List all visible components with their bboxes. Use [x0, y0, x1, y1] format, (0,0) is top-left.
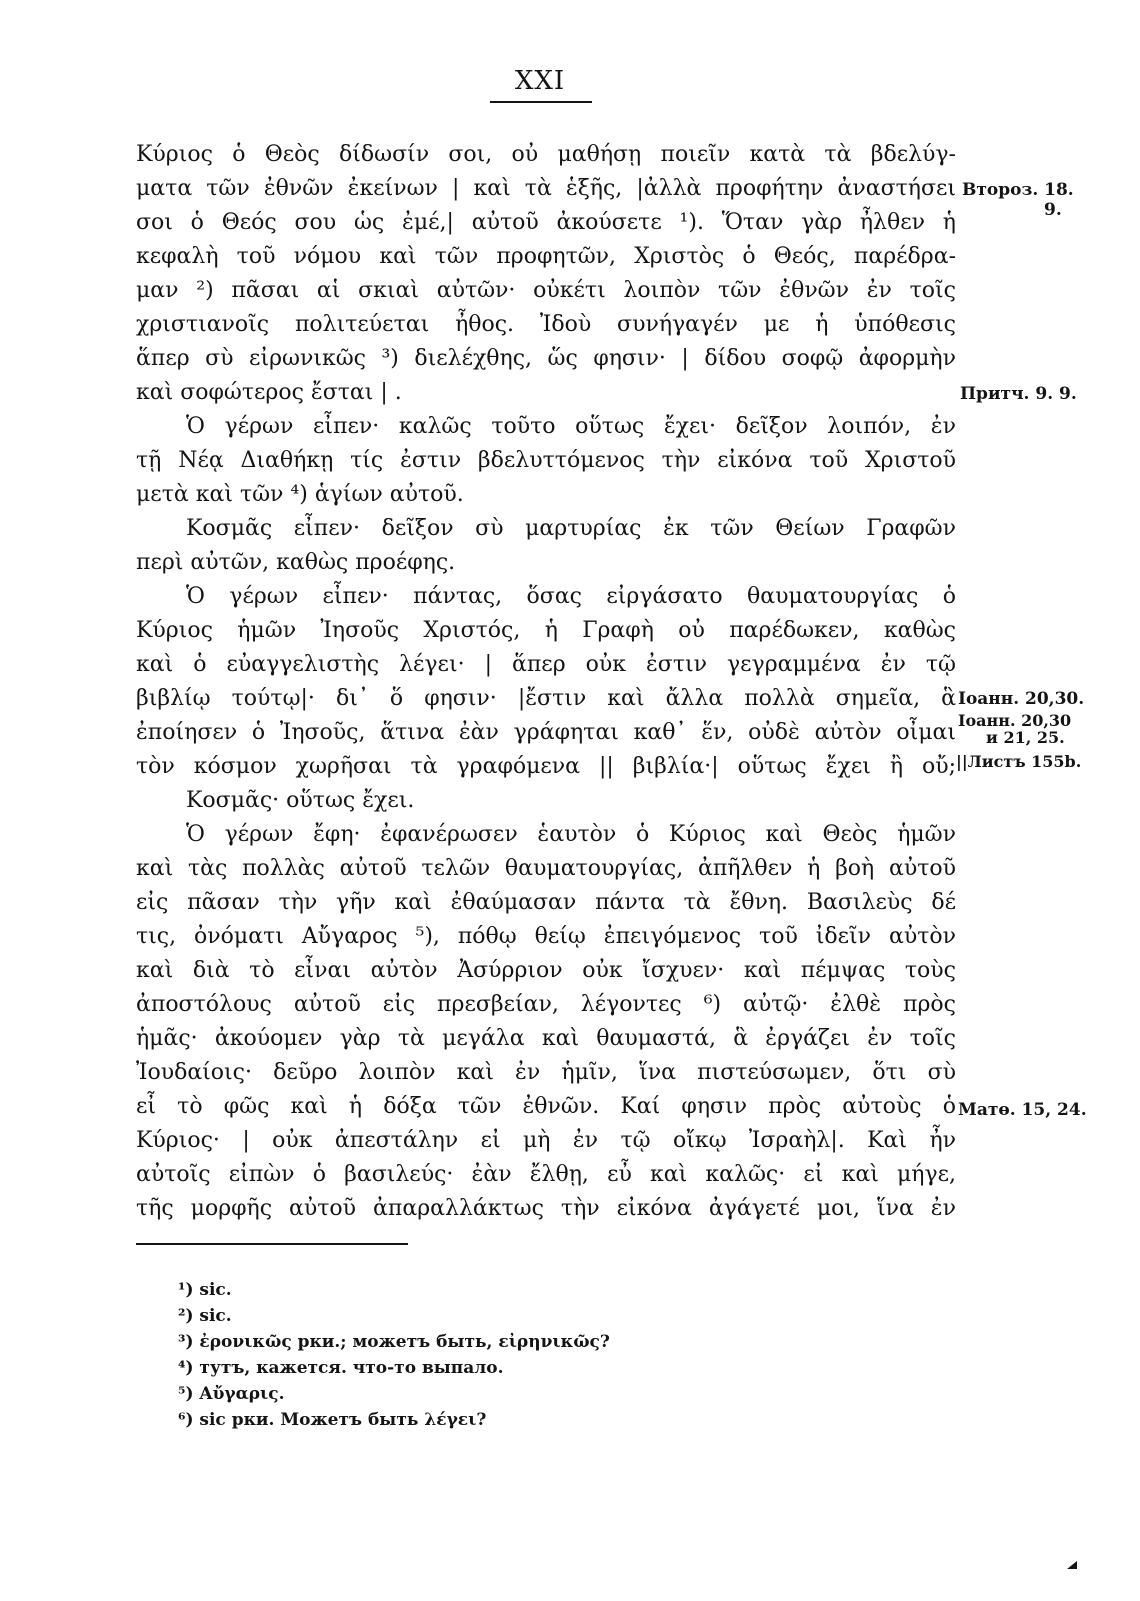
- margin-note: ||Листъ 155b.: [956, 752, 1082, 771]
- text-line: Κύριος ὁ Θεὸς δίδωσίν σοι, οὐ μαθήσῃ ποιεῖν κατὰ τὰ βδελύγ-: [136, 142, 956, 167]
- text-line: μετὰ καὶ τῶν ⁴) ἁγίων αὐτοῦ.: [136, 482, 464, 507]
- text-line: ἀποστόλους αὐτοῦ εἰς πρεσβείαν, λέγοντες ⁶) αὐτῷ· ἐλθὲ πρὸς: [136, 992, 956, 1017]
- text-line: ἐποίησεν ὁ Ἰησοῦς, ἅτινα ἐὰν γράφηται καθ᾽ ἕν, οὐδὲ αὐτὸν οἶμαι: [136, 720, 956, 745]
- text-line: ἡμᾶς· ἀκούομεν γὰρ τὰ μεγάλα καὶ θαυμαστά, ἃ ἐργάζει ἐν τοῖς: [136, 1026, 956, 1051]
- margin-note: 9.: [1044, 200, 1062, 220]
- footnote: ⁴) тутъ, кажется. что-то выпало.: [178, 1358, 504, 1378]
- text-line: τις, ὀνόματι Αὔγαρος ⁵), πόθῳ θείῳ ἐπειγόμενος τοῦ ἰδεῖν αὐτὸν: [136, 924, 956, 949]
- page-number-rule: [490, 101, 592, 103]
- text-line: μαν ²) πᾶσαι αἱ σκιαὶ αὐτῶν· οὐκέτι λοιπὸν τῶν ἐθνῶν ἐν τοῖς: [136, 278, 956, 303]
- text-line: χριστιανοῖς πολιτεύεται ἦθος. Ἰδοὺ συνήγαγέν με ἡ ὑπόθεσις: [136, 312, 956, 337]
- text-line: καὶ τὰς πολλὰς αὐτοῦ τελῶν θαυματουργίας, ἀπῆλθεν ἡ βοὴ αὐτοῦ: [136, 856, 956, 881]
- text-line: καὶ ὁ εὐαγγελιστὴς λέγει· | ἅπερ οὐκ ἐστιν γεγραμμένα ἐν τῷ: [136, 652, 956, 677]
- text-line: Κύριος· | οὐκ ἀπεστάλην εἰ μὴ ἐν τῷ οἴκῳ Ἰσραὴλ|. Καὶ ἦν: [136, 1128, 956, 1153]
- text-line: αὐτοῖς εἰπὼν ὁ βασιλεύς· ἐὰν ἔλθῃ, εὖ καὶ καλῶς· εἰ καὶ μήγε,: [136, 1162, 956, 1187]
- corner-mark: [1067, 1561, 1077, 1569]
- footnote: ⁶) sic рки. Можетъ быть λέγει?: [178, 1410, 487, 1430]
- text-line: Ὁ γέρων εἶπεν· καλῶς τοῦτο οὕτως ἔχει· δεῖξον λοιπόν, ἐν: [186, 414, 956, 439]
- text-line: ματα τῶν ἐθνῶν ἐκείνων | καὶ τὰ ἑξῆς, |ἀλλὰ προφήτην ἀναστήσει: [136, 176, 956, 201]
- text-line: Ἰουδαίοις· δεῦρο λοιπὸν καὶ ἐν ἡμῖν, ἵνα πιστεύσωμεν, ὅτι σὺ: [136, 1060, 956, 1085]
- footnote: ⁵) Αὔγαρις.: [178, 1384, 285, 1404]
- margin-note: Іоанн. 20,30: [958, 711, 1072, 730]
- text-line: Ὁ γέρων εἶπεν· πάντας, ὅσας εἰργάσατο θαυματουργίας ὁ: [186, 584, 956, 609]
- text-line: τῇ Νέᾳ Διαθήκῃ τίς ἐστιν βδελυττόμενος τὴν εἰκόνα τοῦ Χριστοῦ: [136, 448, 956, 473]
- page-number: XXI: [514, 66, 566, 96]
- text-line: σοι ὁ Θεός σου ὡς ἐμέ,| αὐτοῦ ἀκούσετε ¹). Ὅταν γὰρ ἦλθεν ἡ: [136, 210, 956, 235]
- margin-note: и 21, 25.: [986, 728, 1065, 747]
- text-line: εἰς πᾶσαν τὴν γῆν καὶ ἐθαύμασαν πάντα τὰ ἔθνη. Βασιλεὺς δέ: [136, 890, 956, 915]
- margin-note: Второз. 18.: [962, 180, 1074, 200]
- footnote: ¹) sic.: [178, 1280, 232, 1300]
- text-line: ἅπερ σὺ εἰρωνικῶς ³) διελέχθης, ὥς φησιν· | δίδου σοφῷ ἀφορμὴν: [136, 346, 956, 371]
- text-line: Κοσμᾶς εἶπεν· δεῖξον σὺ μαρτυρίας ἐκ τῶν Θείων Γραφῶν: [186, 516, 956, 541]
- text-line: καὶ σοφώτερος ἔσται | .: [136, 380, 402, 405]
- text-line: Ὁ γέρων ἔφη· ἐφανέρωσεν ἑαυτὸν ὁ Κύριος καὶ Θεὸς ἡμῶν: [186, 822, 956, 847]
- text-line: περὶ αὐτῶν, καθὼς προέφης.: [136, 550, 456, 575]
- margin-note: Іоанн. 20,30.: [958, 689, 1085, 709]
- text-line: εἶ τὸ φῶς καὶ ἡ δόξα τῶν ἐθνῶν. Καί φησιν πρὸς αὐτοὺς ὁ: [136, 1094, 956, 1119]
- margin-note: Притч. 9. 9.: [960, 384, 1077, 404]
- text-line: βιβλίῳ τούτῳ|· δι᾽ ὅ φησιν· |ἔστιν καὶ ἄλλα πολλὰ σημεῖα, ἃ: [136, 686, 956, 711]
- text-line: τὸν κόσμον χωρῆσαι τὰ γραφόμενα || βιβλία·| οὕτως ἔχει ἢ οὔ;: [136, 754, 956, 779]
- text-line: κεφαλὴ τοῦ νόμου καὶ τῶν προφητῶν, Χριστὸς ὁ Θεός, παρέδρα-: [136, 244, 956, 269]
- text-line: Κοσμᾶς· οὕτως ἔχει.: [186, 788, 415, 813]
- text-line: τῆς μορφῆς αὐτοῦ ἀπαραλλάκτως τὴν εἰκόνα ἀγάγετέ μοι, ἵνα ἐν: [136, 1196, 956, 1221]
- footnote: ³) ἐρονικῶς рки.; можетъ быть, εἰρηνικῶς?: [178, 1332, 610, 1352]
- text-line: Κύριος ἡμῶν Ἰησοῦς Χριστός, ἡ Γραφὴ οὐ παρέδωκεν, καθὼς: [136, 618, 956, 643]
- footnote-rule: [136, 1243, 408, 1245]
- text-line: καὶ διὰ τὸ εἶναι αὐτὸν Ἀσύρριον οὐκ ἴσχυεν· καὶ πέμψας τοὺς: [136, 958, 956, 983]
- footnote: ²) sic.: [178, 1306, 232, 1326]
- margin-note: Матө. 15, 24.: [958, 1100, 1087, 1120]
